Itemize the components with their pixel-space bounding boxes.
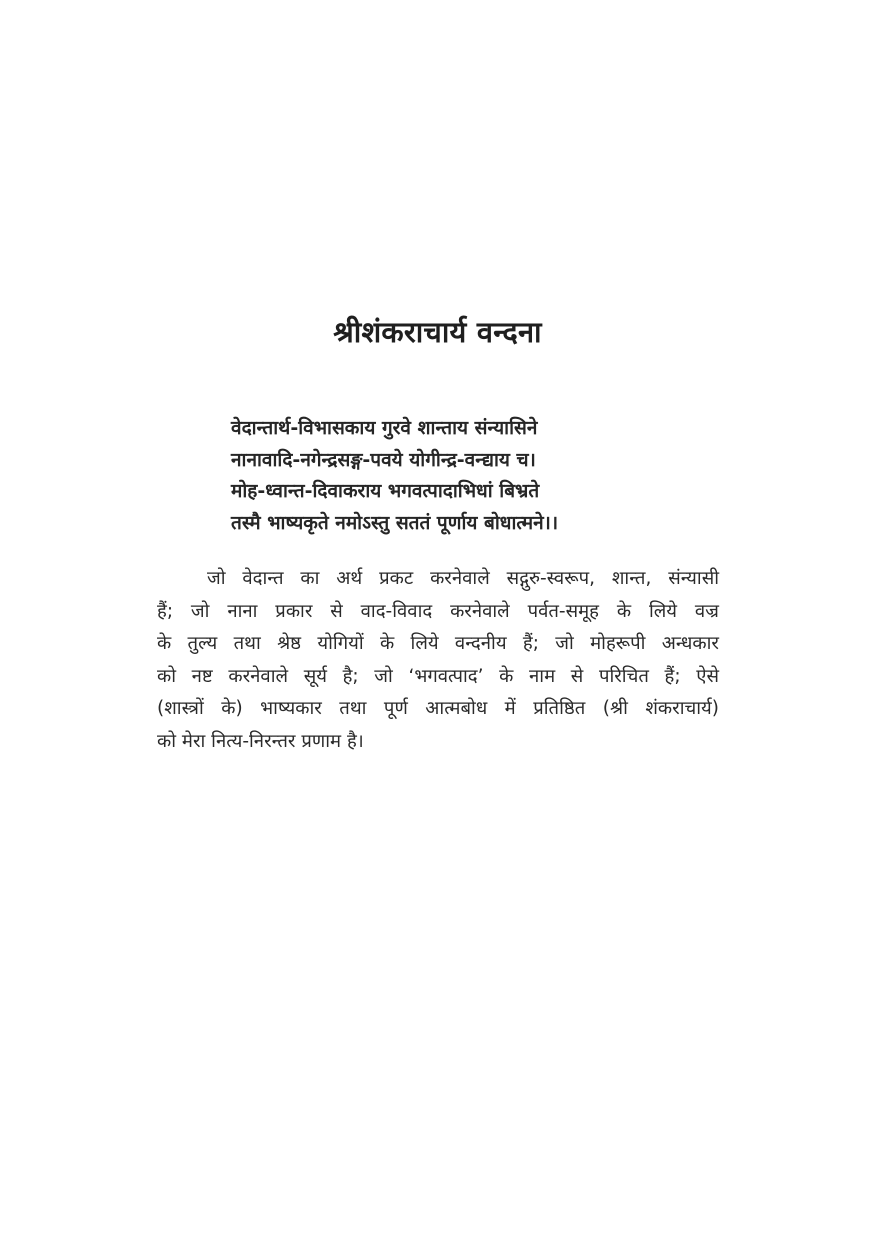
verse-line: मोह-ध्वान्त-दिवाकराय भगवत्पादाभिधां बिभ्रते: [231, 480, 540, 502]
paragraph-line: को नष्ट करनेवाले सूर्य है; जो ‘भगवत्पाद’ के नाम से परिचित हैं; ऐसे: [157, 665, 719, 687]
verse-line: नानावादि-नगेन्द्रसङ्ग-पवये योगीन्द्र-वन्द्याय च।: [231, 448, 536, 471]
paragraph-line: हैं; जो नाना प्रकार से वाद-विवाद करनेवाले पर्वत-समूह के लिये वज्र: [157, 600, 719, 622]
page-title: श्रीशंकराचार्य वन्दना: [333, 315, 542, 349]
paragraph-line: (शास्त्रों के) भाष्यकार तथा पूर्ण आत्मबोध में प्रतिष्ठित (श्री शंकराचार्य): [157, 698, 719, 719]
verse-line: तस्मै भाष्यकृते नमोऽस्तु सततं पूर्णाय बोधात्मने।।: [231, 511, 559, 534]
paragraph-line: को मेरा नित्य-निरन्तर प्रणाम है।: [157, 730, 364, 752]
hindi-translation-paragraph: [157, 563, 719, 758]
verse-line: वेदान्तार्थ-विभासकाय गुरवे शान्ताय संन्यासिने: [231, 417, 538, 439]
paragraph-line: जो वेदान्त का अर्थ प्रकट करनेवाले सद्गुरु-स्वरूप, शान्त, संन्यासी: [207, 568, 719, 589]
paragraph-line: के तुल्य तथा श्रेष्ठ योगियों के लिये वन्दनीय हैं; जो मोहरूपी अन्धकार: [157, 633, 719, 654]
sanskrit-verse: [231, 413, 671, 539]
